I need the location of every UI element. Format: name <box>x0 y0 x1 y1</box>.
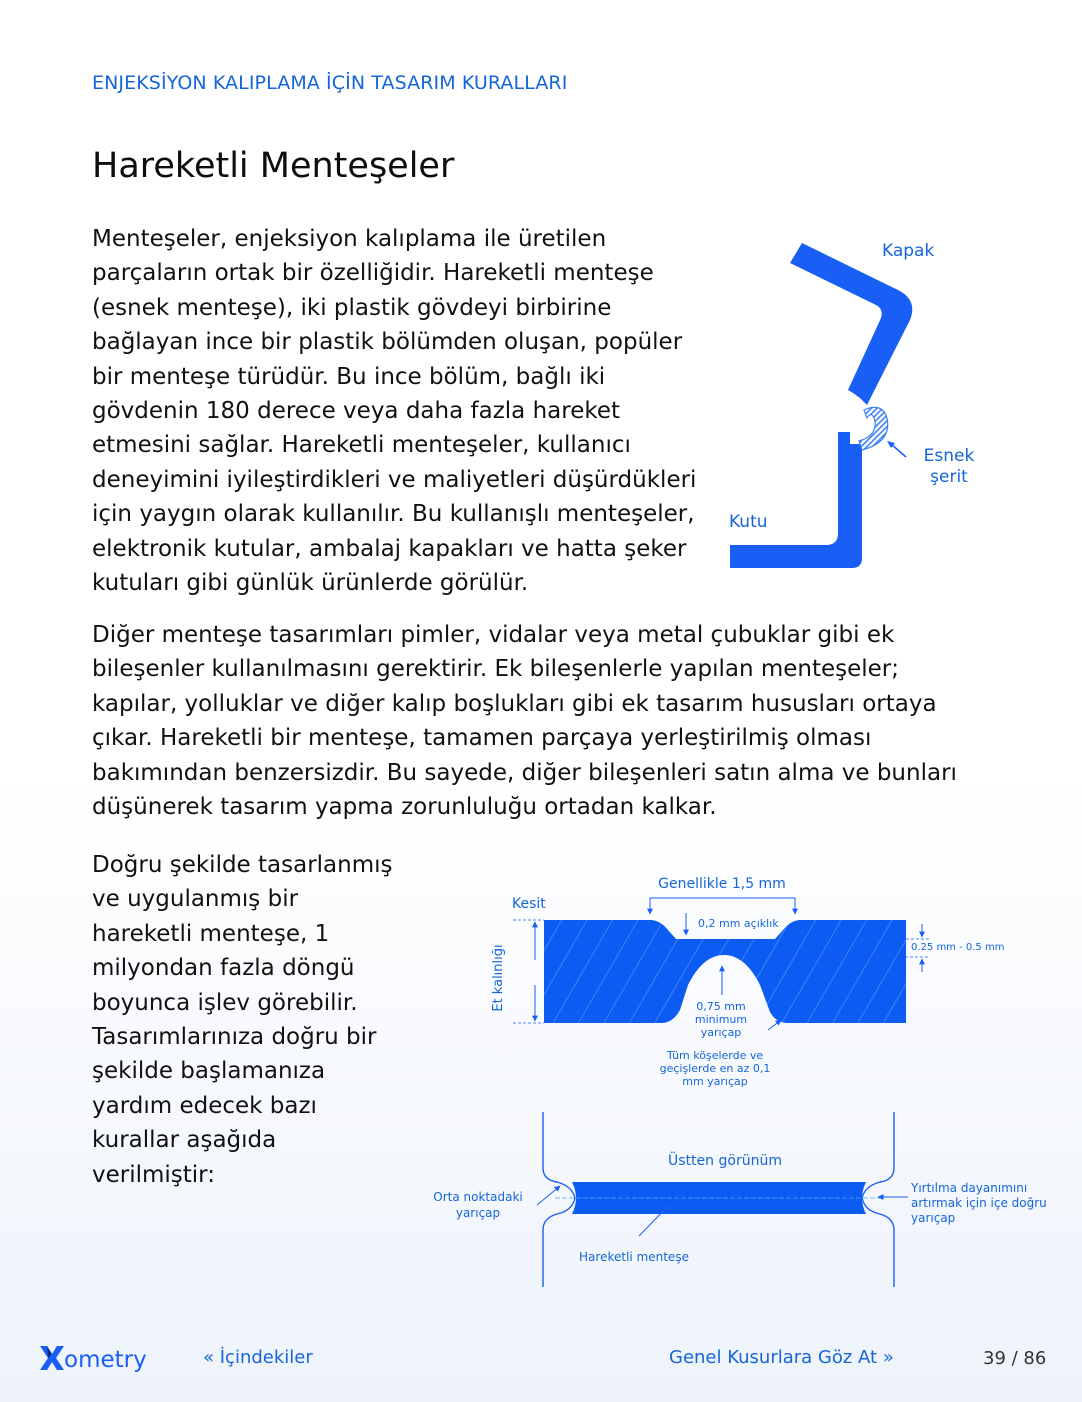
min-radius-line-3: yarıçap <box>700 1026 742 1039</box>
lid-shape <box>790 243 912 405</box>
thickness-range-label: 0.25 mm - 0.5 mm <box>911 942 1005 953</box>
lid-label: Kapak <box>882 241 935 261</box>
flex-label-2: şerit <box>930 467 968 487</box>
min-radius-line-1: 0,75 mm <box>696 1000 746 1013</box>
tear-line-2: artırmak için içe doğru <box>911 1196 1047 1210</box>
wall-thickness-label: Et kalınlığı <box>491 944 506 1012</box>
p3-line: yardım edecek bazı <box>92 1092 317 1119</box>
typical-width-label: Genellikle 1,5 mm <box>658 876 786 892</box>
corners-line-3: mm yarıçap <box>682 1075 748 1088</box>
page-title: Hareketli Menteşeler <box>92 146 455 186</box>
top-view-outline-left <box>543 1112 575 1287</box>
p3-line: ve uygulanmış bir <box>92 886 299 913</box>
intro-paragraph: Menteşeler, enjeksiyon kalıplama ile üretilen parçaların ortak bir özelliğidir. Hareketli menteşe (esnek menteşe), iki plastik gövdeyi birbirine bağlayan ince bir plastik bölümden oluşan, popüler bir menteşe türüdür. Bu ince bölüm, bağlı iki gövdenin 180 derece veya daha fazla hareket etmesini sağlar. Hareketli menteşeler, kullanıcı deneyimini iyileştirdikleri ve maliyetleri düşürdükleri için yaygın olarak kullanılır. Bu kullanışlı menteşeler, elektronik kutular, ambalaj kapakları ve hatta şeker kutuları gibi günlük ürünlerde görülür. <box>92 226 697 597</box>
corners-line-2: geçişlerde en az 0,1 <box>659 1062 771 1075</box>
p3-line: şekilde başlamanıza <box>92 1058 326 1085</box>
p3-line: hareketli menteşe, 1 <box>92 920 330 947</box>
p3-line: Doğru şekilde tasarlanmış <box>92 852 393 878</box>
box-label: Kutu <box>729 512 768 532</box>
page-number: 39 / 86 <box>983 1348 1047 1369</box>
p3-line: boyunca işlev görebilir. <box>92 989 358 1016</box>
tear-line-3: yarıçap <box>911 1211 956 1225</box>
flex-label-1: Esnek <box>923 446 975 466</box>
p3-line: verilmiştir: <box>92 1161 215 1188</box>
xometry-logo[interactable] <box>38 1343 158 1373</box>
second-paragraph: Diğer menteşe tasarımları pimler, vidalar veya metal çubuklar gibi ek bileşenler kullanılmasını gerektirir. Ek bileşenlerle yapılan menteşeler; kapılar, yolluklar ve diğer kalıp boşlukları gibi ek tasarım hususları ortaya çıkar. Hareketli bir menteşe, tamamen parçaya yerleştirilmiş olması bakımından benzersizdir. Bu sayede, diğer bileşenleri satın alma ve bunları düşünerek tasarım yapma zorunluluğu ortadan kalkar. <box>92 622 957 821</box>
gap-label: 0,2 mm açıklık <box>698 917 779 930</box>
logo-wordmark: ometry <box>64 1347 147 1373</box>
living-hinge-illustration <box>720 230 980 580</box>
top-view-label: Üstten görünüm <box>668 1153 782 1169</box>
p3-line: Tasarımlarınıza doğru bir <box>92 1024 377 1051</box>
section-label: Kesit <box>512 896 546 912</box>
p3-line: kurallar aşağıda <box>92 1127 277 1154</box>
tear-line-1: Yırtılma dayanımını <box>911 1181 1028 1195</box>
box-shape <box>730 432 862 568</box>
min-radius-line-2: minimum <box>694 1013 748 1026</box>
hinge-technical-drawing <box>430 868 1060 1293</box>
corners-line-1: Tüm köşelerde ve <box>666 1049 764 1062</box>
p3-line: milyondan fazla döngü <box>92 955 355 982</box>
section-header: ENJEKSİYON KALIPLAMA İÇİN TASARIM KURALLARI <box>92 72 568 94</box>
living-hinge-label: Hareketli menteşe <box>579 1250 689 1264</box>
mid-radius-line-1: Orta noktadaki <box>433 1190 523 1204</box>
logo-x-mark <box>40 1346 64 1370</box>
table-of-contents-link[interactable]: « İçindekiler <box>203 1347 313 1368</box>
flex-strip <box>859 407 888 450</box>
next-section-link[interactable]: Genel Kusurlara Göz At » <box>669 1347 894 1368</box>
top-view-outline-right <box>862 1112 894 1287</box>
third-paragraph <box>92 848 408 1192</box>
mid-radius-line-2: yarıçap <box>455 1206 501 1220</box>
